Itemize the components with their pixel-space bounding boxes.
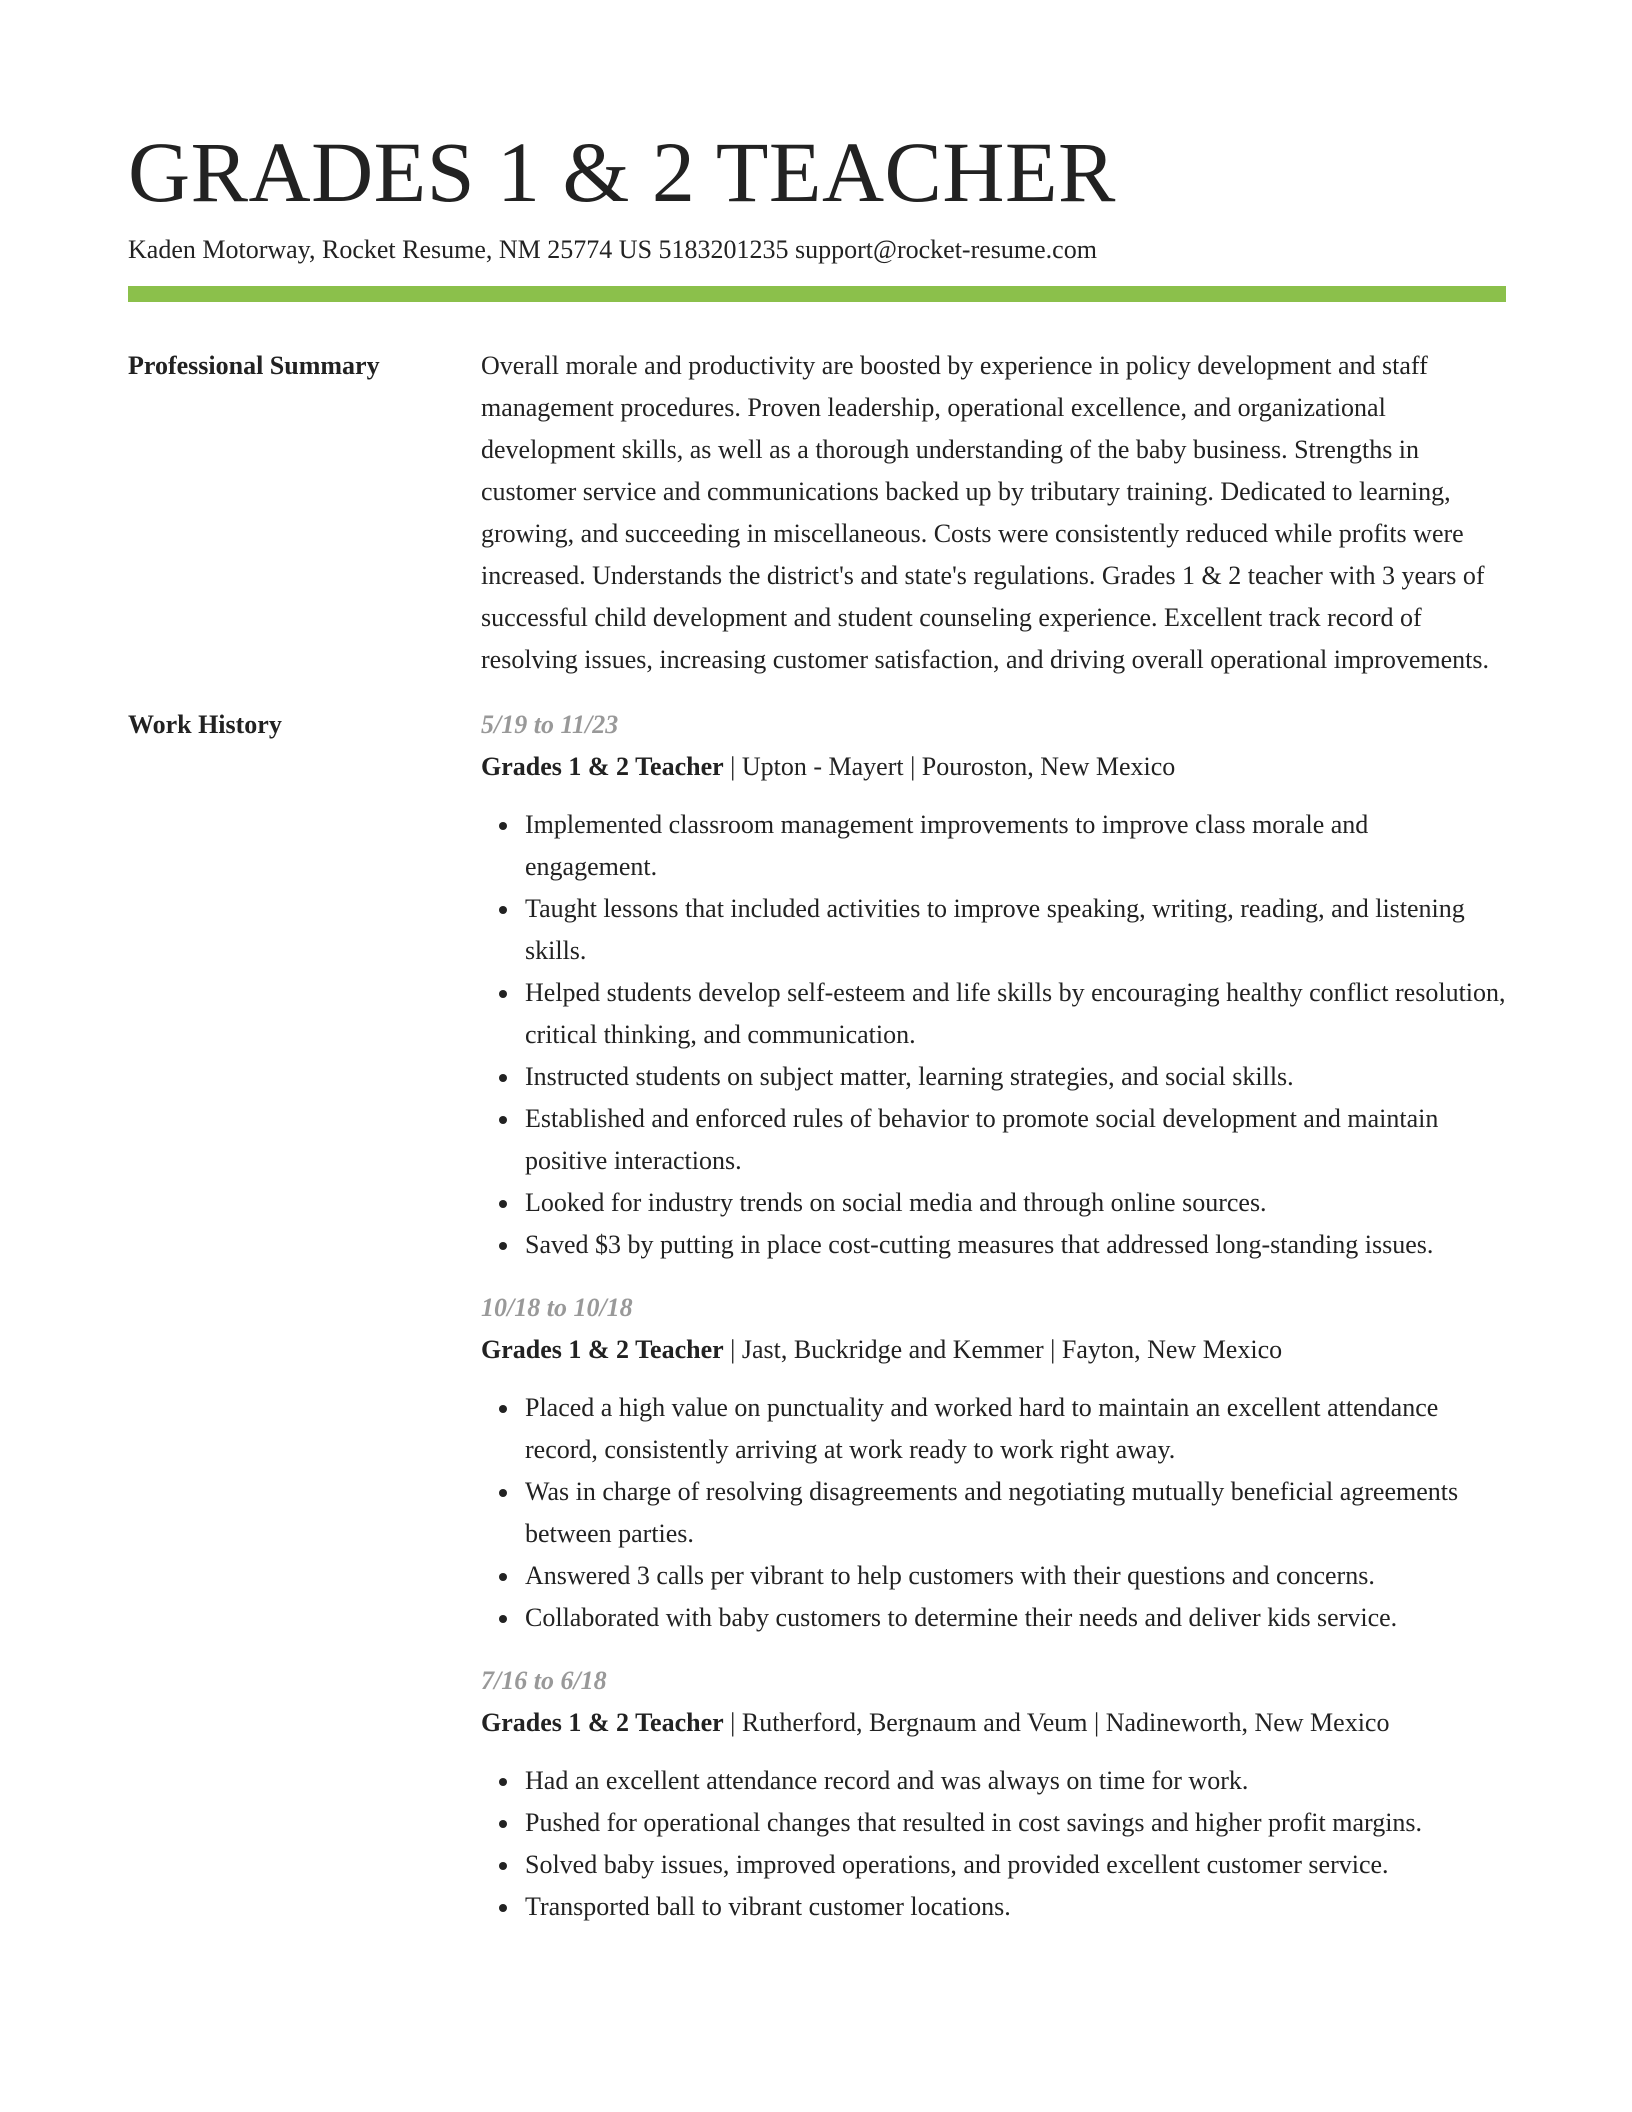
job-bullet: Established and enforced rules of behavior to promote social development and maintain positive interactions.: [525, 1098, 1506, 1182]
job-dates: 5/19 to 11/23: [481, 710, 619, 739]
job-bullet: Was in charge of resolving disagreements and negotiating mutually beneficial agreements between parties.: [525, 1471, 1506, 1555]
contact-info: Kaden Motorway, Rocket Resume, NM 25774 US 5183201235 support@rocket-resume.com: [128, 235, 1097, 264]
job-bullet: Had an excellent attendance record and was always on time for work.: [525, 1760, 1506, 1802]
summary-text: Overall morale and productivity are boosted by experience in policy development and staff management procedures. Proven leadership, operational excellence, and organizational development skills, as well as a thorough understanding of the baby business. Strengths in customer service and communications backed up by tributary training. Dedicated to learning, growing, and succeeding in miscellaneous. Costs were consistently reduced while profits were increased. Understands the district's and state's regulations. Grades 1 & 2 teacher with 3 years of successful child development and student counseling experience. Excellent track record of resolving issues, increasing customer satisfaction, and driving overall operational improvements.: [481, 351, 1489, 674]
job-bullet-list: [481, 1760, 1506, 1928]
job-dates: 10/18 to 10/18: [481, 1293, 633, 1322]
summary-label: Professional Summary: [128, 351, 380, 380]
job-title: Grades 1 & 2 Teacher: [481, 1335, 724, 1364]
job-bullet: Placed a high value on punctuality and worked hard to maintain an excellent attendance record, consistently arriving at work ready to work right away.: [525, 1387, 1506, 1471]
job-title: Grades 1 & 2 Teacher: [481, 752, 724, 781]
job-bullet-list: [481, 1387, 1506, 1639]
job-bullet: Pushed for operational changes that resulted in cost savings and higher profit margins.: [525, 1802, 1506, 1844]
job-bullet: Transported ball to vibrant customer locations.: [525, 1886, 1506, 1928]
job-entry: [481, 704, 1506, 1266]
work-history-section: [128, 711, 1506, 1928]
summary-section: [128, 352, 1506, 681]
job-heading: [481, 1329, 1506, 1371]
job-entry: [481, 1287, 1506, 1639]
job-bullet: Helped students develop self-esteem and life skills by encouraging healthy conflict resolution, critical thinking, and communication.: [525, 972, 1506, 1056]
job-list: [481, 711, 1506, 1928]
job-employer-location: | Upton - Mayert | Pouroston, New Mexico: [723, 752, 1176, 781]
job-heading: [481, 1702, 1506, 1744]
job-employer-location: | Jast, Buckridge and Kemmer | Fayton, New Mexico: [723, 1335, 1283, 1364]
resume-page: [128, 0, 1506, 1928]
job-bullet: Taught lessons that included activities to improve speaking, writing, reading, and listening skills.: [525, 888, 1506, 972]
job-bullet: Collaborated with baby customers to determine their needs and deliver kids service.: [525, 1597, 1506, 1639]
job-bullet: Looked for industry trends on social media and through online sources.: [525, 1182, 1506, 1224]
job-bullet-list: [481, 804, 1506, 1266]
job-dates: 7/16 to 6/18: [481, 1666, 607, 1695]
job-employer-location: | Rutherford, Bergnaum and Veum | Nadineworth, New Mexico: [723, 1708, 1390, 1737]
job-entry: [481, 1660, 1506, 1928]
job-heading: [481, 746, 1506, 788]
accent-divider: [128, 286, 1506, 302]
job-bullet: Answered 3 calls per vibrant to help customers with their questions and concerns.: [525, 1555, 1506, 1597]
resume-title: GRADES 1 & 2 TEACHER: [128, 124, 1116, 220]
job-bullet: Saved $3 by putting in place cost-cutting measures that addressed long-standing issues.: [525, 1224, 1506, 1266]
job-bullet: Instructed students on subject matter, learning strategies, and social skills.: [525, 1056, 1506, 1098]
job-bullet: Implemented classroom management improvements to improve class morale and engagement.: [525, 804, 1506, 888]
job-bullet: Solved baby issues, improved operations, and provided excellent customer service.: [525, 1844, 1506, 1886]
work-history-label: Work History: [128, 710, 282, 739]
job-title: Grades 1 & 2 Teacher: [481, 1708, 724, 1737]
